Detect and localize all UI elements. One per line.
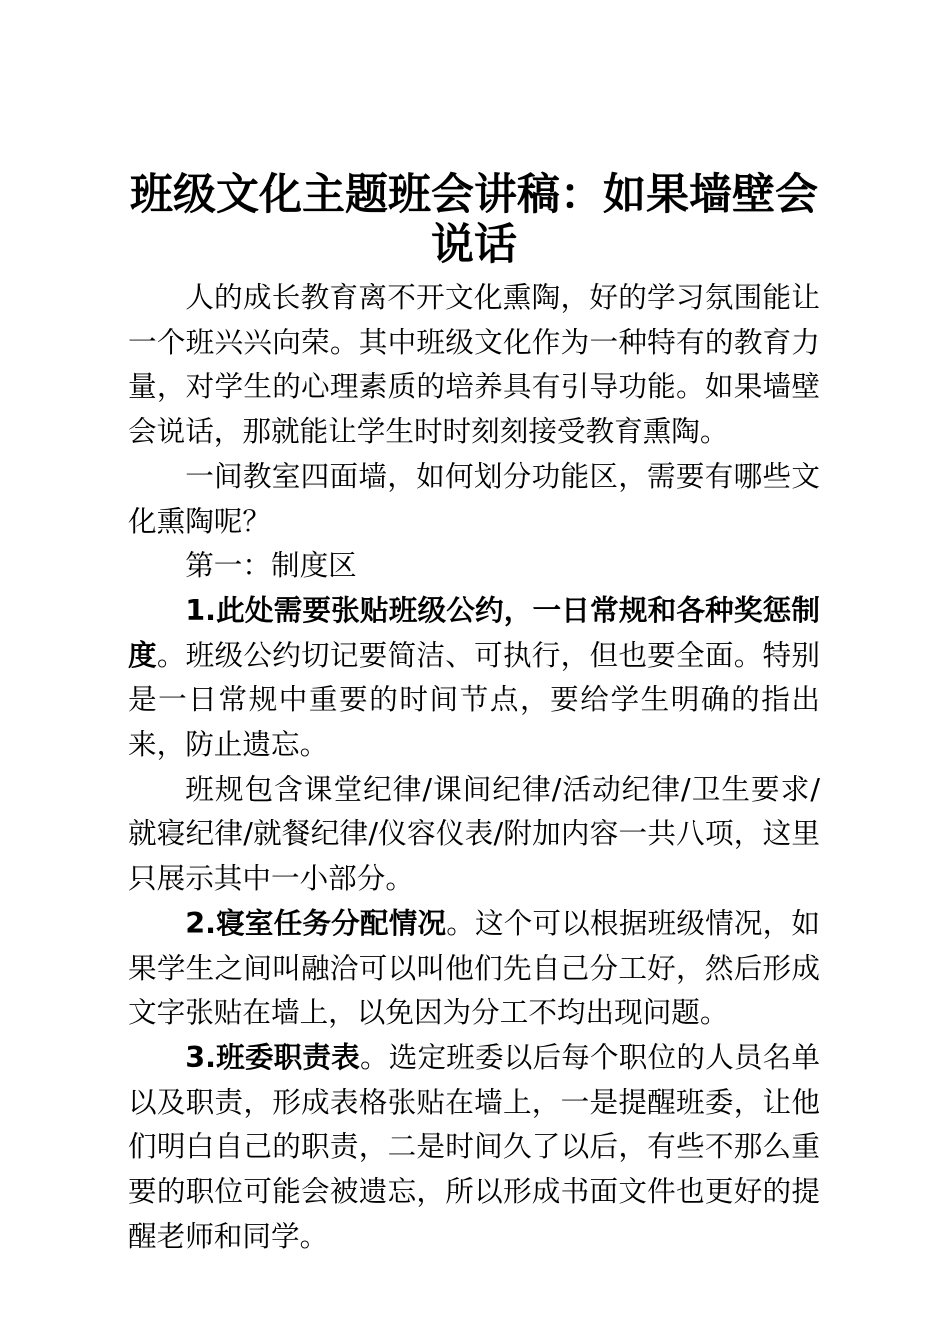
paragraph-text: 班规包含课堂纪律/课间纪律/活动纪律/卫生要求/就寝纪律/就餐纪律/仪容仪表/附加内容一共八项，这里只展示其中一小部分。 [128, 771, 820, 896]
paragraph-question [128, 454, 820, 543]
paragraph-text: 一间教室四面墙，如何划分功能区，需要有哪些文化熏陶呢？ [128, 458, 820, 538]
paragraph-rules [128, 767, 820, 901]
item-heading: 2.寝室任务分配情况 [185, 905, 447, 940]
paragraph-item-2 [128, 901, 820, 1035]
paragraph-text: 人的成长教育离不开文化熏陶，好的学习氛围能让一个班兴兴向荣。其中班级文化作为一种特有的教育力量，对学生的心理素质的培养具有引导功能。如果墙壁会说话，那就能让学生时时刻刻接受教育熏陶。 [128, 280, 820, 449]
paragraph-text: 。选定班委以后每个职位的人员名单以及职责，形成表格张贴在墙上，一是提醒班委，让他们明白自己的职责，二是时间久了以后，有些不那么重要的职位可能会被遗忘，所以形成书面文件也更好的提醒老师和同学。 [128, 1039, 820, 1253]
document-page [128, 170, 820, 1258]
paragraph-item-1 [128, 588, 820, 767]
item-heading: 1.此处需要张贴班级公约，一日常规和各种奖惩制度 [128, 592, 820, 672]
paragraph-text: 。班级公约切记要简洁、可执行，但也要全面。特别是一日常规中重要的时间节点，要给学生明确的指出来，防止遗忘。 [128, 637, 820, 762]
paragraph-item-3 [128, 1035, 820, 1259]
item-heading: 3.班委职责表 [185, 1039, 360, 1074]
paragraph-intro [128, 275, 820, 454]
paragraph-text: 。这个可以根据班级情况，如果学生之间叫融洽可以叫他们先自己分工好，然后形成文字张贴在墙上，以免因为分工不均出现问题。 [128, 905, 820, 1030]
document-title: 班级文化主题班会讲稿：如果墙壁会说话 [130, 170, 818, 270]
paragraph-text: 第一：制度区 [185, 548, 357, 583]
section-heading [128, 543, 820, 588]
